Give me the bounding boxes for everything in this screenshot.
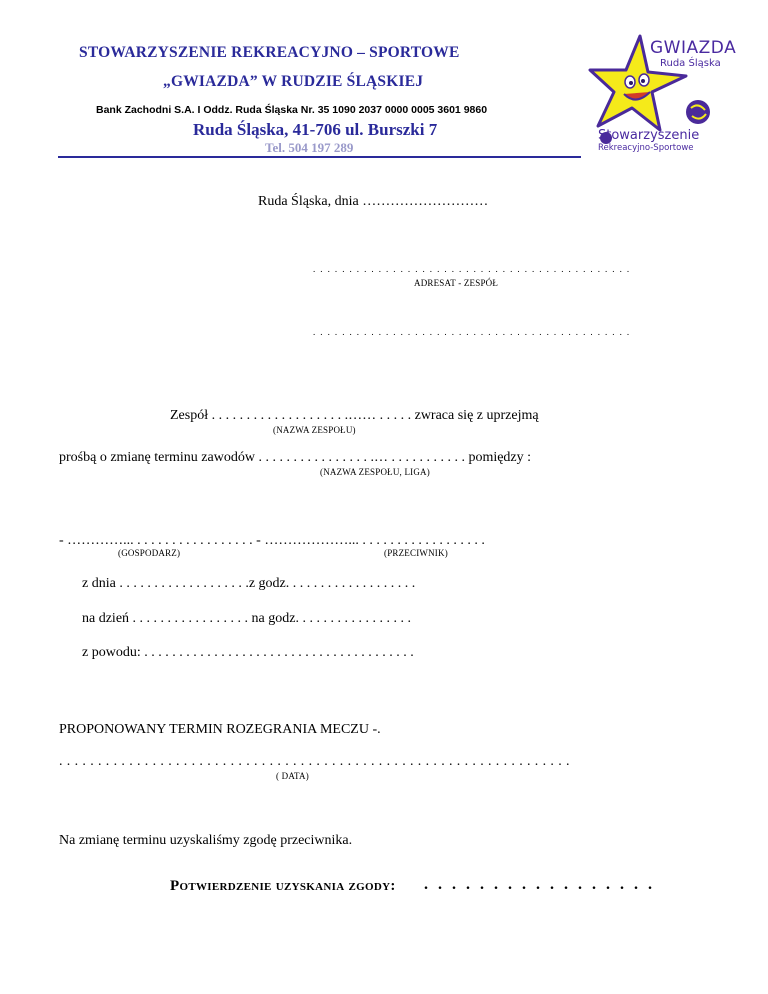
bank-account: Bank Zachodni S.A. I Oddz. Ruda Śląska Nr. 35 1090 2037 0000 0005 3601 9860: [96, 104, 488, 116]
logo-line2: Rekreacyjno-Sportowe: [598, 143, 694, 153]
addressee-dots: . . . . . . . . . . . . . . . . . . . . . . . . . . . . . . . . . . . . . . . . . . . .: [313, 264, 631, 274]
logo-brand: GWIAZDA: [650, 38, 737, 58]
reason-line: z powodu: . . . . . . . . . . . . . . . . . . . . . . . . . . . . . . . . . . . . . . .: [82, 645, 414, 660]
to-date-line: na dzień . . . . . . . . . . . . . . . . . na godz. . . . . . . . . . . . . . . . .: [82, 611, 411, 626]
org-address: Ruda Śląska, 41-706 ul. Burszki 7: [193, 120, 438, 139]
logo-city: Ruda Śląska: [660, 58, 721, 69]
place-date-line: Ruda Śląska, dnia ………………………: [258, 194, 489, 209]
host-label: (GOSPODARZ): [118, 548, 181, 558]
addressee-dots-2: . . . . . . . . . . . . . . . . . . . . . . . . . . . . . . . . . . . . . . . . . . . .: [313, 327, 631, 337]
consent-line: Na zmianę terminu uzyskaliśmy zgodę przeciwnika.: [59, 833, 353, 848]
proposed-dots: . . . . . . . . . . . . . . . . . . . . . . . . . . . . . . . . . . . . . . . . . . . . . . . . . . . . . . . . . . . . . . . . . .: [59, 754, 570, 769]
logo-line1: Stowarzyszenie: [598, 128, 700, 143]
addressee-label: ADRESAT - ZESPÓŁ: [414, 278, 499, 288]
from-date-line: z dnia . . . . . . . . . . . . . . . . . . .z godz. . . . . . . . . . . . . . . . . . .: [82, 576, 416, 591]
confirm-label: Potwierdzenie uzyskania zgody:: [170, 878, 396, 894]
proposed-title: PROPONOWANY TERMIN ROZEGRANIA MECZU -.: [59, 722, 381, 737]
org-name-line1: STOWARZYSZENIE REKREACYJNO – SPORTOWE: [79, 44, 460, 61]
confirm-dots: . . . . . . . . . . . . . . . . .: [424, 876, 655, 893]
header-divider: [58, 156, 581, 158]
org-phone: Tel. 504 197 289: [265, 140, 354, 155]
org-name-line2: „GWIAZDA” W RUDZIE ŚLĄSKIEJ: [163, 73, 424, 90]
request-label: (NAZWA ZESPOŁU, LIGA): [320, 467, 430, 477]
request-line: prośbą o zmianę terminu zawodów . . . . . . . . . . . . . . . . .… . . . . . . . . . . . pomiędzy :: [59, 450, 532, 465]
match-line: - …………... . . . . . . . . . . . . . . . . . - ………………... . . . . . . . . . . . . . . . . . .: [59, 533, 485, 548]
gwiazda-logo: [588, 30, 738, 155]
team-label: (NAZWA ZESPOŁU): [273, 425, 356, 435]
team-line: Zespół . . . . . . . . . . . . . . . . . . . .…… . . . . . zwraca się z uprzejmą: [170, 408, 539, 423]
proposed-label: ( DATA): [276, 771, 309, 781]
opponent-label: (PRZECIWNIK): [384, 548, 448, 558]
